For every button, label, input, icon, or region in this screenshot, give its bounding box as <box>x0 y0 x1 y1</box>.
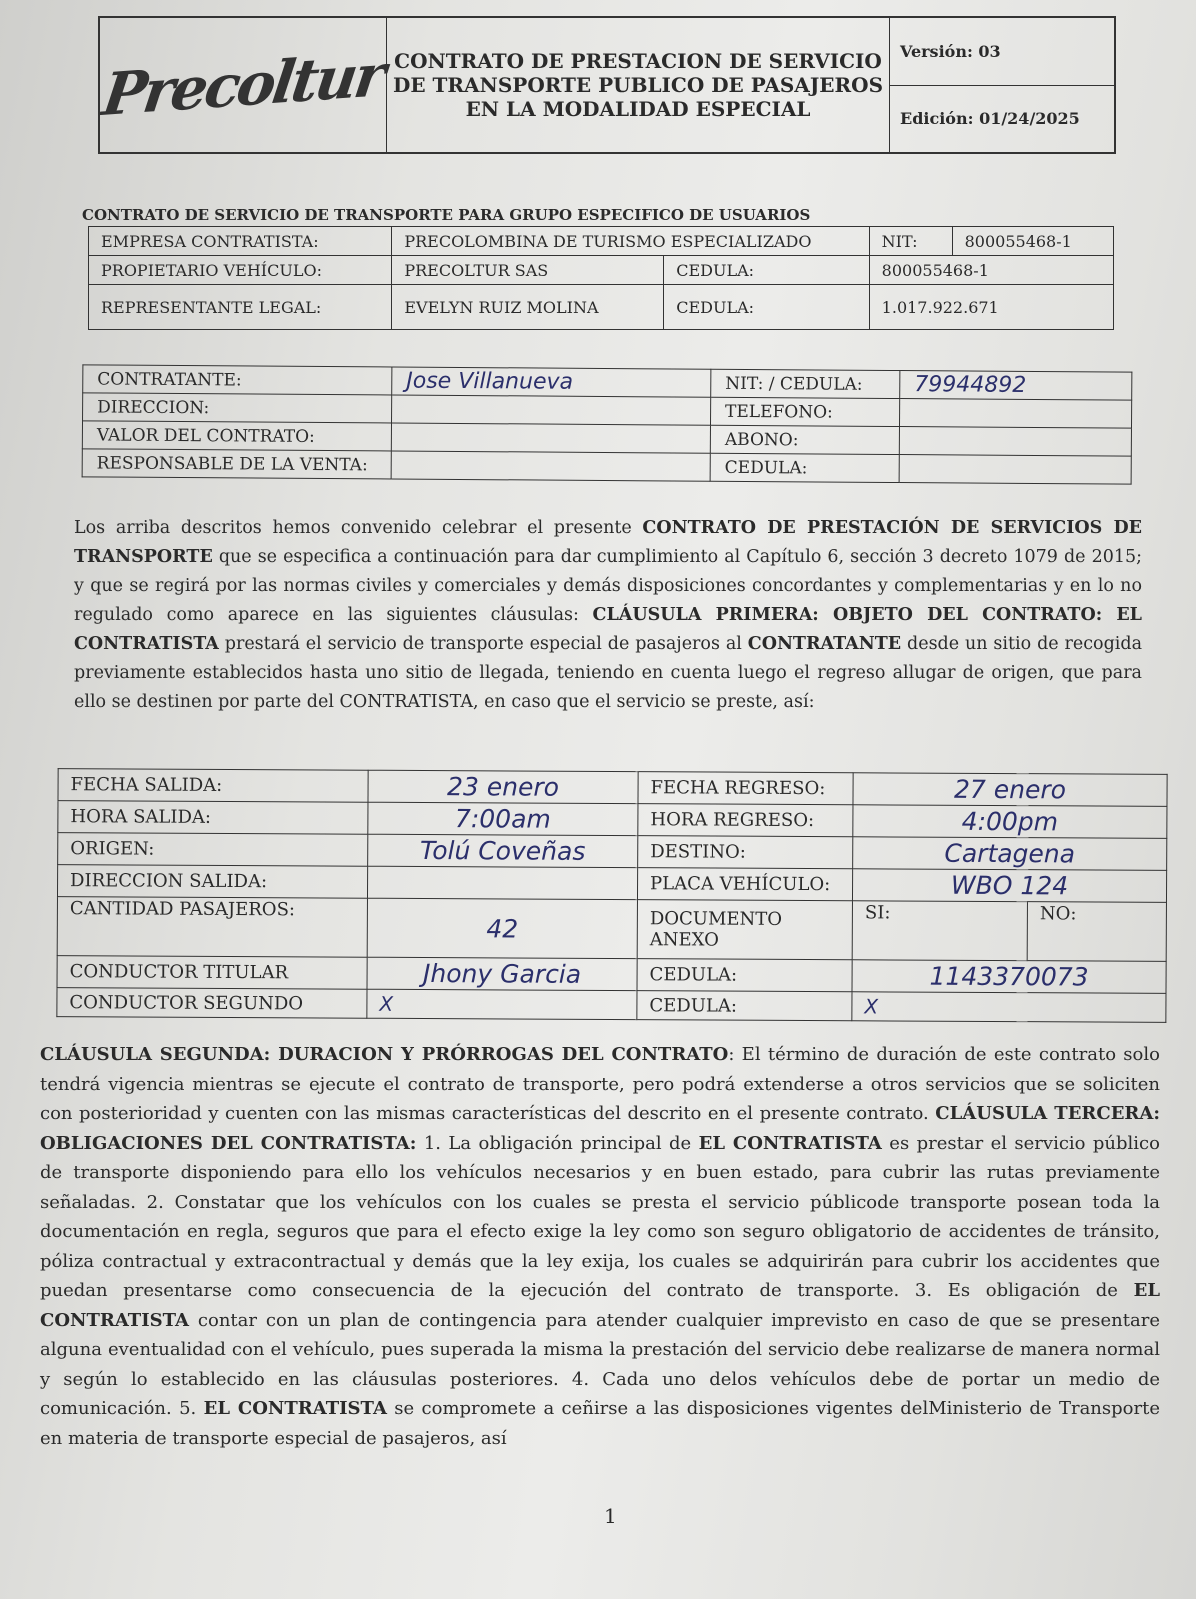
fecha-salida-label: FECHA SALIDA: <box>58 769 368 803</box>
clausula-tercera-text-1: 1. La obligación principal de <box>416 1132 699 1154</box>
responsable-cedula-value <box>899 455 1131 485</box>
contratante-value: Jose Villanueva <box>392 367 711 397</box>
propietario-cedula-value: 800055468-1 <box>869 256 1113 285</box>
placa-label: PLACA VEHÍCULO: <box>637 868 852 901</box>
conductor-segundo-cedula-value: X <box>852 992 1166 1023</box>
edition-label: Edición: 01/24/2025 <box>890 85 1116 153</box>
placa-value: WBO 124 <box>852 869 1166 903</box>
owner-table <box>88 226 1114 330</box>
documento-no-label: NO: <box>1027 902 1166 962</box>
nit-label: NIT: <box>869 227 952 256</box>
document-header <box>98 16 1116 154</box>
representante-value: EVELYN RUIZ MOLINA <box>392 285 664 330</box>
representante-cedula-label: CEDULA: <box>664 285 869 330</box>
pasajeros-value: 42 <box>367 898 637 958</box>
contratante-label: CONTRATANTE: <box>83 365 392 395</box>
clausula-tercera-text-2: es prestar el servicio público de transporte disponiendo para ello los vehículos necesarios y en buen estado, para cubrir las rutas previamente señaladas. 2. Constatar que los vehículos con los cuales se presta el servicio públicode transporte posean toda la documentación en regla, seguros que para el efecto exige la ley como son seguro obligatorio de accidentes de tránsito, póliza contractual y extracontractual y demás que la ley exija, los cuales se adquirirán para cubrir los accidentes que puedan presentarse como consecuencia de la ejecución del contrato de transporte. 3. Es obligación de <box>40 1132 1160 1301</box>
conductor-segundo-label: CONDUCTOR SEGUNDO <box>57 988 367 1019</box>
hora-regreso-value: 4:00pm <box>853 805 1167 839</box>
clausula-tercera-text-4: se compromete a ceñirse a las disposiciones vigentes delMinisterio de Transporte en materia de transporte especial de pasajeros, así <box>40 1398 1160 1449</box>
company-logo: Precoltur <box>98 40 388 130</box>
direccion-label: DIRECCION: <box>83 393 392 423</box>
propietario-cedula-label: CEDULA: <box>664 256 869 285</box>
destino-label: DESTINO: <box>638 836 853 869</box>
nit-value: 800055468-1 <box>952 227 1113 256</box>
intro-text-1: Los arriba descritos hemos convenido celebrar el presente <box>74 518 643 538</box>
origen-label: ORIGEN: <box>58 833 368 867</box>
fecha-regreso-label: FECHA REGRESO: <box>638 772 853 805</box>
clausula-tercera-title: CLÁUSULA TERCERA: OBLIGACIONES DEL CONTRATISTA: <box>40 1103 1161 1154</box>
direccion-salida-value <box>367 866 637 899</box>
direccion-salida-label: DIRECCION SALIDA: <box>57 865 367 899</box>
version-label: Versión: 03 <box>890 17 1116 85</box>
telefono-value <box>899 399 1131 429</box>
header-title-line-2: DE TRANSPORTE PUBLICO DE PASAJEROS <box>392 73 884 97</box>
empresa-value: PRECOLOMBINA DE TURISMO ESPECIALIZADO <box>392 227 869 256</box>
valor-value <box>391 423 710 453</box>
intro-text-3: prestará el servicio de transporte especial de pasajeros al <box>218 634 748 654</box>
header-title-cell <box>387 17 890 153</box>
intro-text-2: que se especifica a continuación para dar cumplimiento al Capítulo 6, sección 3 decreto 1079 de 2015; y que se regirá por las normas civiles y comerciales y demás disposiciones concordantes y complementarias y en lo no regulado como aparece en las siguientes cláusulas: <box>74 547 1142 625</box>
conductor-segundo-value: X <box>367 989 637 1019</box>
propietario-label: PROPIETARIO VEHÍCULO: <box>89 256 392 285</box>
direccion-value <box>392 395 711 425</box>
logo-cell <box>99 17 387 153</box>
representante-label: REPRESENTANTE LEGAL: <box>89 285 392 330</box>
clausula-tercera-bold-2: EL CONTRATISTA <box>40 1280 1160 1331</box>
clausula-tercera-bold-1: EL CONTRATISTA <box>698 1132 882 1154</box>
hora-salida-label: HORA SALIDA: <box>58 801 368 835</box>
intro-bold-3: CONTRATANTE <box>747 634 902 654</box>
contratante-table <box>82 364 1133 484</box>
empresa-label: EMPRESA CONTRATISTA: <box>89 227 392 256</box>
destino-value: Cartagena <box>853 837 1167 871</box>
responsable-label: RESPONSABLE DE LA VENTA: <box>82 449 391 479</box>
header-title-line-3: EN LA MODALIDAD ESPECIAL <box>465 97 811 121</box>
conductor-segundo-cedula-label: CEDULA: <box>637 991 852 1021</box>
header-title-line-1: CONTRATO DE PRESTACION DE SERVICIO <box>394 49 882 73</box>
conductor-titular-value: Jhony Garcia <box>367 957 637 990</box>
hora-salida-value: 7:00am <box>368 802 638 835</box>
intro-bold-2: CLÁUSULA PRIMERA: OBJETO DEL CONTRATO: EL CONTRATISTA <box>74 605 1142 654</box>
nit-cedula-label: NIT: / CEDULA: <box>711 369 900 398</box>
clausulas-paragraph <box>40 1040 1160 1453</box>
representante-cedula-value: 1.017.922.671 <box>869 285 1113 330</box>
conductor-titular-cedula-value: 1143370073 <box>852 960 1166 994</box>
telefono-label: TELEFONO: <box>710 397 899 426</box>
intro-bold-1: CONTRATO DE PRESTACIÓN DE SERVICIOS DE TRANSPORTE <box>74 518 1142 567</box>
clausula-segunda-text: : El término de duración de este contrato solo tendrá vigencia mientras se ejecute el contrato de transporte, pero podrá extenderse a otros servicios que se soliciten con posterioridad y cuenten con las mismas características del descrito en el presente contrato. <box>40 1044 1160 1124</box>
contract-subtitle: CONTRATO DE SERVICIO DE TRANSPORTE PARA GRUPO ESPECIFICO DE USUARIOS <box>82 206 811 224</box>
documento-si-label: SI: <box>852 901 1027 961</box>
propietario-value: PRECOLTUR SAS <box>392 256 664 285</box>
fecha-regreso-value: 27 enero <box>853 773 1167 807</box>
clausula-tercera-text-3: contar con un plan de contingencia para atender cualquier imprevisto en caso de que se presentare alguna eventualidad con el vehículo, pues superada la misma la prestación del servicio debe realizarse de manera normal y según lo establecido en las cláusulas posteriores. 4. Cada uno delos vehículos debe de portar un medio de comunicación. 5. <box>40 1309 1160 1419</box>
fecha-salida-value: 23 enero <box>368 770 638 803</box>
responsable-value <box>391 451 710 481</box>
hora-regreso-label: HORA REGRESO: <box>638 804 853 837</box>
abono-value <box>899 427 1131 457</box>
origen-value: Tolú Coveñas <box>368 834 638 867</box>
conductor-titular-cedula-label: CEDULA: <box>637 959 852 992</box>
page-number: 1 <box>604 1504 617 1528</box>
service-table <box>56 768 1167 1023</box>
pasajeros-label: CANTIDAD PASAJEROS: <box>57 897 367 958</box>
clausula-segunda-title: CLÁUSULA SEGUNDA: DURACION Y PRÓRROGAS DEL CONTRATO <box>40 1044 729 1065</box>
responsable-cedula-label: CEDULA: <box>710 453 899 482</box>
documento-anexo-label: DOCUMENTO ANEXO <box>637 900 852 960</box>
clausula-tercera-bold-3: EL CONTRATISTA <box>203 1398 387 1419</box>
intro-paragraph <box>74 514 1142 717</box>
nit-cedula-value: 79944892 <box>900 371 1132 401</box>
abono-label: ABONO: <box>710 425 899 454</box>
intro-text-4: desde un sitio de recogida previamente establecidos hasta uno sitio de llegada, teniendo en cuenta luego el regreso allugar de origen, que para ello se destinen por parte del CONTRATISTA, en caso que el servicio se preste, así: <box>74 634 1143 712</box>
conductor-titular-label: CONDUCTOR TITULAR <box>57 956 367 990</box>
valor-label: VALOR DEL CONTRATO: <box>82 421 391 451</box>
